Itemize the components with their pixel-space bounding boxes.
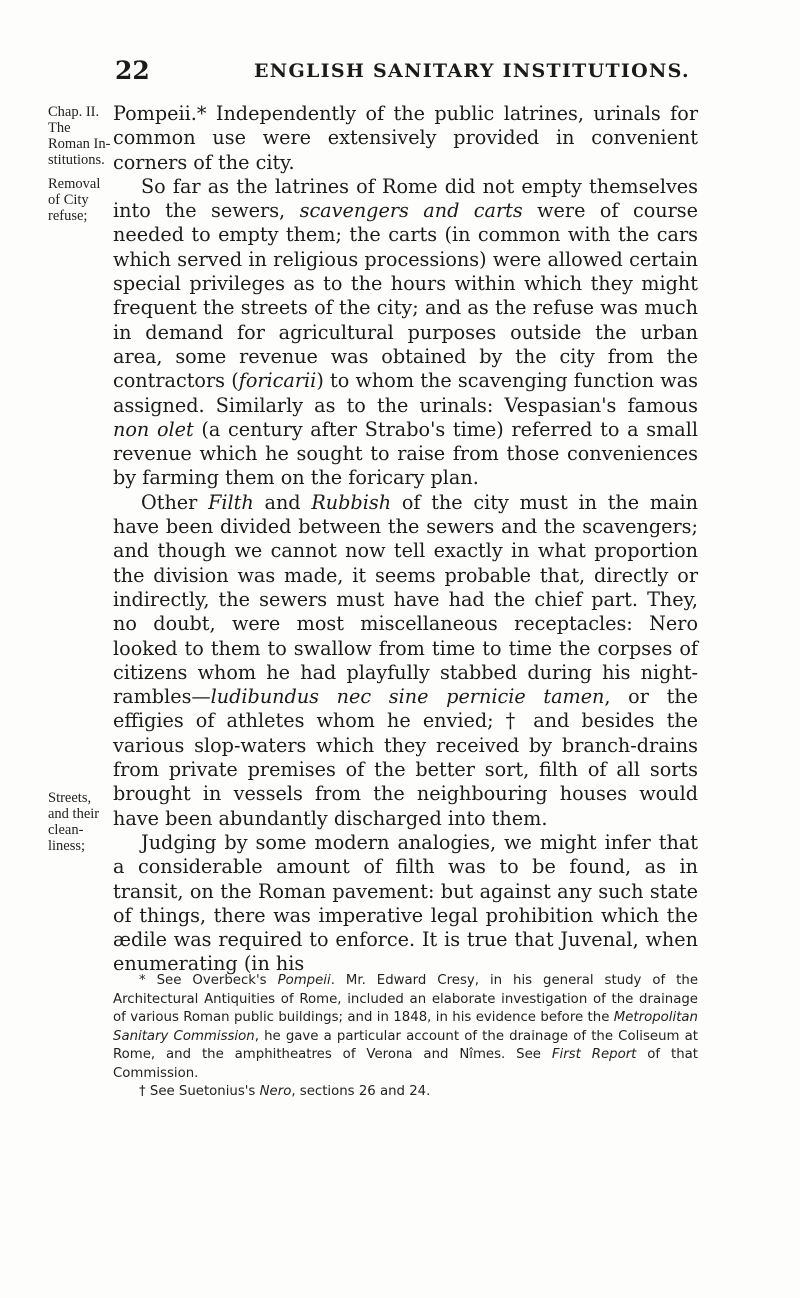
side-note-line: Roman In- — [48, 136, 111, 152]
footnote-1: * See Overbeck's Pompeii. Mr. Edward Cresy, in his general study of the Architectural Antiquities of Rome, included an elaborate investigation of the drainage of various Roman public buildings; and in 1848, in his evidence before the Metropolitan Sanitary Commission, he gave a particular account of the drainage of the Coliseum at Rome, and the amphitheatres of Verona and Nîmes. See First Report of that Commission. — [113, 973, 699, 1081]
side-note-removal — [48, 176, 100, 224]
paragraph-3: Other Filth and Rubbish of the city must in the main have been divided between the sewers and the scavengers; and though we cannot now tell exactly in what proportion the division was made, it seems probable that, directly or indirectly, the sewers must have had the chief part. They, no doubt, were most miscellaneous receptacles: Nero looked to them to swallow from time to time the corpses of citizens whom he had playfully stabbed during his night-rambles—ludibundus nec sine pernicie tamen, or the effigies of athletes whom he envied; † and besides the various slop-waters which they received by branch-drains from private premises of the better sort, filth of all sorts brought in vessels from the neighbouring houses would have been abundantly discharged into them. — [113, 490, 699, 830]
page-number: 22 — [115, 56, 150, 85]
paragraph-1: Pompeii.* Independently of the public latrines, urinals for common use were extensively provided in convenient corners of the city. — [113, 102, 698, 174]
paragraph-4: Judging by some modern analogies, we might infer that a considerable amount of filth was to be found, as in transit, on the Roman pavement: but against any such state of things, there was imperative legal prohibition which the ædile was required to enforce. It is true that Juvenal, when enumerating (in his — [113, 830, 698, 976]
side-note-line: of City — [48, 192, 89, 208]
side-note-line: refuse; — [48, 208, 88, 224]
side-note-chapter — [48, 104, 110, 168]
side-note-line: and their — [48, 806, 100, 822]
side-note-line: The — [48, 120, 71, 136]
running-title: ENGLISH SANITARY INSTITUTIONS. — [254, 60, 690, 82]
side-note-line: clean- — [48, 822, 84, 838]
side-note-line: Streets, — [48, 790, 92, 806]
footnotes — [113, 972, 698, 1102]
footnote-2: † See Suetonius's Nero, sections 26 and 24. — [139, 1084, 431, 1099]
paragraph-2: So far as the latrines of Rome did not empty themselves into the sewers, scavengers and carts were of course needed to empty them; the carts (in common with the cars which served in religious processions) were allowed certain special privileges as to the hours within which they might frequent the streets of the city; and as the refuse was much in demand for agricultural purposes outside the urban area, some revenue was obtained by the city from the contractors (foricarii) to whom the scavenging function was assigned. Similarly as to the urinals: Vespasian's famous non olet (a century after Strabo's time) referred to a small revenue which he sought to raise from those conveniences by farming them on the foricary plan. — [113, 174, 699, 490]
side-note-line: stitutions. — [48, 152, 105, 168]
page-header — [110, 56, 700, 86]
side-note-line: Removal — [48, 176, 101, 192]
side-note-line: Chap. II. — [48, 104, 100, 120]
side-note-streets — [48, 790, 99, 854]
side-note-line: liness; — [48, 838, 86, 854]
main-text — [113, 102, 698, 977]
